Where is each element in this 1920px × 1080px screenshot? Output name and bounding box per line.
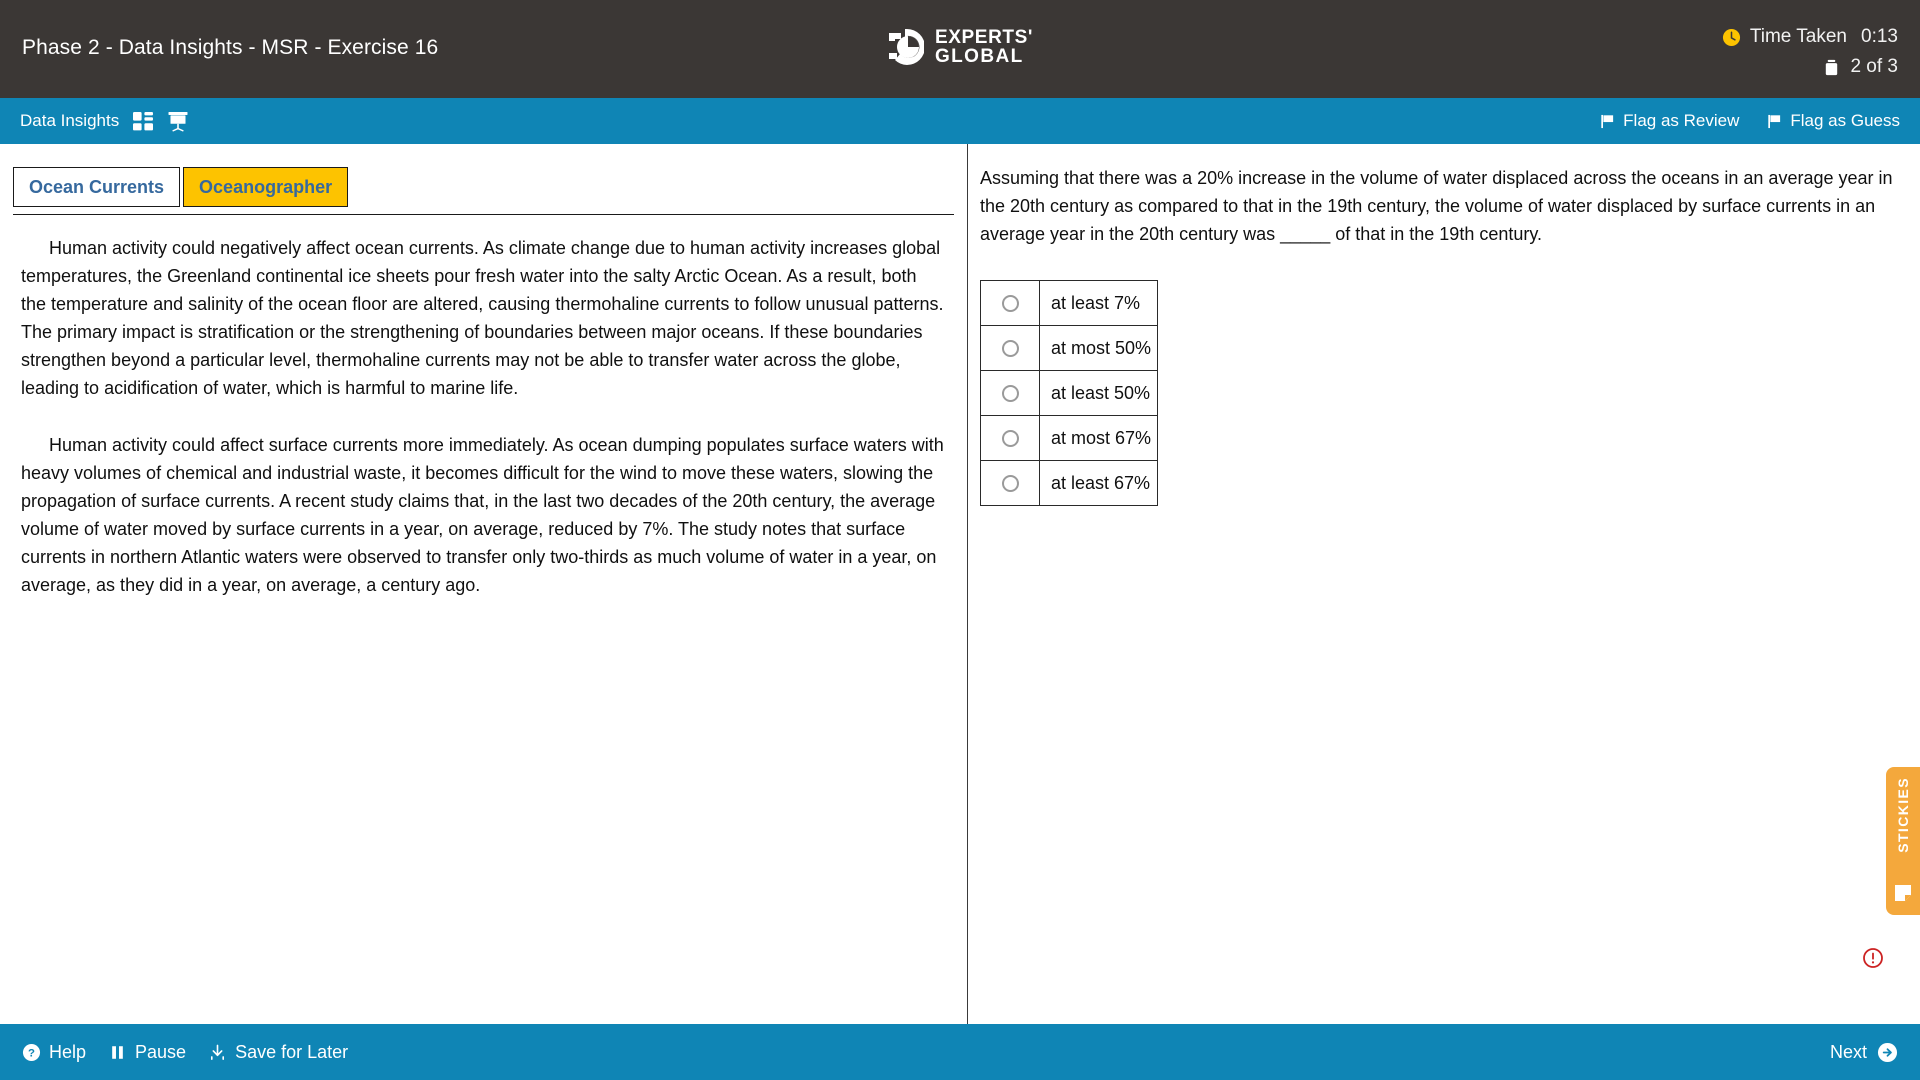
answer-options-table [980,280,1158,506]
option-radio-cell[interactable] [981,371,1040,415]
pause-button[interactable] [108,1042,186,1063]
radio-button-icon[interactable] [1002,340,1019,357]
save-for-later-label: Save for Later [235,1041,349,1062]
passage-text [21,234,946,628]
tabs-underline [13,214,954,215]
svg-text:?: ? [28,1047,35,1060]
question-stack-icon [1822,58,1841,77]
clock-icon [1722,28,1741,47]
question-panel [968,144,1920,1024]
tab-oceanographer[interactable]: Oceanographer [183,167,348,207]
calculator-icon[interactable] [132,110,154,132]
flag-as-guess-button[interactable] [1767,111,1900,131]
question-progress [1722,52,1898,82]
section-label: Data Insights [20,111,120,130]
option-radio-cell[interactable] [981,416,1040,460]
question-progress-value: 2 of 3 [1850,56,1898,77]
option-row[interactable] [981,416,1157,461]
toolbar-right-group [1600,98,1900,144]
radio-button-icon[interactable] [1002,295,1019,312]
stickies-tab-button[interactable] [1886,767,1920,915]
brand-wordmark [935,28,1033,66]
flag-icon [1600,114,1615,129]
option-label: at most 67% [1051,427,1152,448]
stickies-label: STICKIES [1895,777,1911,853]
tab-ocean-currents[interactable]: Ocean Currents [13,167,180,207]
timer-value: 0:13 [1861,26,1898,47]
whiteboard-icon[interactable] [167,110,189,132]
brand-line-1: EXPERTS' [934,27,1034,48]
option-label: at least 50% [1051,382,1151,403]
option-label: at least 67% [1051,472,1151,493]
option-radio-cell[interactable] [981,281,1040,325]
footer-left-group [22,1024,348,1080]
radio-button-icon[interactable] [1002,475,1019,492]
option-radio-cell[interactable] [981,461,1040,505]
brand-line-2: GLOBAL [934,46,1024,67]
brand-logo [887,27,1033,67]
option-row[interactable] [981,326,1157,371]
option-label: at most 50% [1051,337,1152,358]
help-label: Help [49,1041,87,1062]
flag-icon [1767,114,1782,129]
radio-button-icon[interactable] [1002,385,1019,402]
alert-circle-icon[interactable] [1862,947,1884,969]
passage-paragraph-1: Human activity could negatively affect ocean currents. As climate change due to human activity increases global temperatures, the Greenland continental ice sheets pour fresh water into the salty Arctic Ocean. As a result, both the temperature and salinity of the ocean floor are altered, causing thermohaline currents to follow unusual patterns. The primary impact is stratification or the strengthening of boundaries between major oceans. If these boundaries strengthen beyond a particular level, thermohaline currents may not be able to transfer water across the globe, leading to acidification of water, which is harmful to marine life. [21,238,944,398]
top-header-bar [0,0,1920,98]
radio-button-icon[interactable] [1002,430,1019,447]
option-row[interactable] [981,281,1157,326]
save-for-later-button[interactable] [208,1042,348,1063]
next-label: Next [1829,1041,1867,1062]
pause-label: Pause [135,1041,187,1062]
section-toolbar [0,98,1920,144]
arrow-right-circle-icon [1877,1042,1898,1063]
pause-icon [108,1043,127,1062]
option-row[interactable] [981,371,1157,416]
footer-bar [0,1024,1920,1080]
page-title: Phase 2 - Data Insights - MSR - Exercise 16 [22,36,439,59]
flag-as-guess-label: Flag as Guess [1790,111,1900,130]
timer-label: Time Taken [1749,26,1847,47]
download-icon [208,1043,227,1062]
next-button[interactable] [1830,1024,1898,1080]
toolbar-left-group [20,98,189,144]
status-block [1722,22,1898,82]
timer [1722,22,1898,52]
passage-paragraph-2: Human activity could affect surface currents more immediately. As ocean dumping populates surface waters with heavy volumes of chemical and industrial waste, it becomes difficult for the wind to move these waters, slowing the propagation of surface currents. A recent study claims that, in the last two decades of the 20th century, the average volume of water moved by surface currents in a year, on average, reduced by 7%. The study notes that surface currents in northern Atlantic waters were observed to transfer only two-thirds as much volume of water in a year, on average, as they did in a year, on average, a century ago. [21,435,944,595]
question-text: Assuming that there was a 20% increase in the volume of water displaced across the oceans in an average year in the 20th century as compared to that in the 19th century, the volume of water displaced by surface currents in an average year in the 20th century was _____ of that in the 19th century. [980,168,1893,244]
main-content [0,144,1920,1024]
passage-panel [0,144,967,1024]
flag-as-review-label: Flag as Review [1623,111,1740,130]
option-label: at least 7% [1051,292,1141,313]
experts-global-logo-icon [887,27,924,67]
help-button[interactable] [22,1042,86,1063]
passage-tabs [13,167,348,207]
question-mark-circle-icon [22,1043,41,1062]
flag-as-review-button[interactable] [1600,111,1739,131]
option-row[interactable] [981,461,1157,506]
option-radio-cell[interactable] [981,326,1040,370]
sticky-note-icon [1893,883,1913,903]
